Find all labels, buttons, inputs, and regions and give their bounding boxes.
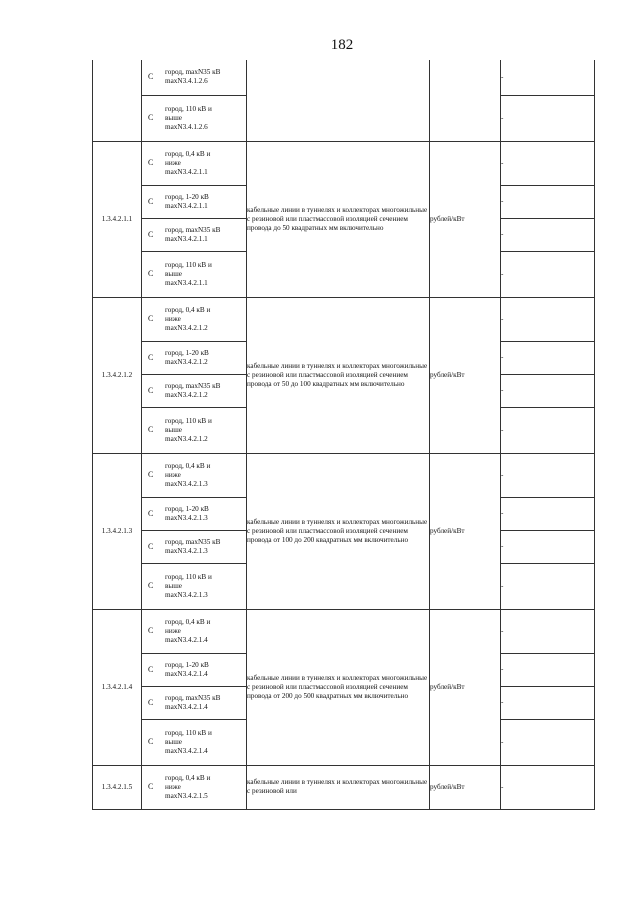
row-unit: [430, 60, 501, 141]
row-value: -: [501, 765, 595, 809]
row-code: 1.3.4.2.1.4: [93, 609, 142, 765]
voltage-group-cell: [142, 218, 247, 251]
table-row: [93, 609, 595, 653]
category-letter: С: [148, 352, 154, 362]
row-description: кабельные линии в туннелях и коллекторах многожильные с резиновой или: [247, 765, 430, 809]
category-letter: С: [148, 508, 154, 518]
row-value: -: [501, 563, 595, 609]
row-description: кабельные линии в туннелях и коллекторах многожильные с резиновой или пластмассовой изоляцией сечением провода от 50 до 100 квадратных мм включительно: [247, 297, 430, 453]
voltage-group-label: город, 110 кВ и выше maxN3.4.2.1.4: [165, 728, 212, 755]
voltage-group-cell: [142, 407, 247, 453]
voltage-group-label: город, 0,4 кВ и ниже maxN3.4.2.1.3: [165, 461, 211, 488]
category-letter: С: [148, 541, 154, 551]
row-unit: рублей/кВт: [430, 141, 501, 297]
row-value: -: [501, 719, 595, 765]
row-unit: рублей/кВт: [430, 765, 501, 809]
row-value: -: [501, 297, 595, 341]
row-value: -: [501, 185, 595, 218]
tariff-table: [92, 60, 595, 810]
voltage-group-label: город, 0,4 кВ и ниже maxN3.4.2.1.4: [165, 617, 211, 644]
row-value: -: [501, 407, 595, 453]
voltage-group-label: город, maxN35 кВ maxN3.4.2.1.2: [165, 381, 221, 399]
row-description: [247, 60, 430, 141]
voltage-group-label: город, maxN35 кВ maxN3.4.1.2.6: [165, 68, 221, 86]
category-letter: С: [148, 581, 154, 590]
category-letter: С: [148, 196, 154, 206]
voltage-group-label: город, 110 кВ и выше maxN3.4.2.1.1: [165, 260, 212, 287]
table-row: [93, 60, 595, 95]
row-value: -: [501, 686, 595, 719]
voltage-group-cell: [142, 341, 247, 374]
row-value: -: [501, 609, 595, 653]
voltage-group-label: город, 0,4 кВ и ниже maxN3.4.2.1.2: [165, 305, 211, 332]
category-letter: С: [148, 626, 154, 635]
row-unit: рублей/кВт: [430, 297, 501, 453]
voltage-group-cell: [142, 497, 247, 530]
category-letter: С: [148, 113, 154, 122]
category-letter: С: [148, 425, 154, 434]
voltage-group-label: город, 110 кВ и выше maxN3.4.1.2.6: [165, 104, 212, 131]
row-value: -: [501, 60, 595, 95]
voltage-group-cell: [142, 60, 247, 95]
category-letter: С: [148, 314, 154, 323]
voltage-group-label: город, 0,4 кВ и ниже maxN3.4.2.1.5: [165, 773, 211, 800]
row-code: 1.3.4.2.1.5: [93, 765, 142, 809]
voltage-group-label: город, maxN35 кВ maxN3.4.2.1.4: [165, 693, 221, 711]
voltage-group-label: город, 110 кВ и выше maxN3.4.2.1.2: [165, 416, 212, 443]
row-value: -: [501, 453, 595, 497]
voltage-group-label: город, maxN35 кВ maxN3.4.2.1.3: [165, 537, 221, 555]
voltage-group-label: город, 1-20 кВ maxN3.4.2.1.1: [165, 192, 209, 210]
row-code: 1.3.4.2.1.3: [93, 453, 142, 609]
table-row: [93, 297, 595, 341]
voltage-group-cell: [142, 719, 247, 765]
voltage-group-cell: [142, 251, 247, 297]
voltage-group-cell: [142, 374, 247, 407]
table-row: [93, 765, 595, 809]
voltage-group-label: город, maxN35 кВ maxN3.4.2.1.1: [165, 225, 221, 243]
voltage-group-cell: [142, 297, 247, 341]
voltage-group-label: город, 0,4 кВ и ниже maxN3.4.2.1.1: [165, 149, 211, 176]
row-code: 1.3.4.2.1.1: [93, 141, 142, 297]
row-value: -: [501, 653, 595, 686]
row-value: -: [501, 218, 595, 251]
voltage-group-cell: [142, 530, 247, 563]
voltage-group-cell: [142, 563, 247, 609]
row-value: -: [501, 497, 595, 530]
row-value: -: [501, 374, 595, 407]
row-code: 1.3.4.2.1.2: [93, 297, 142, 453]
category-letter: С: [148, 229, 154, 239]
category-letter: С: [148, 737, 154, 746]
row-description: кабельные линии в туннелях и коллекторах многожильные с резиновой или пластмассовой изоляцией сечением провода от 100 до 200 квадратных мм включительно: [247, 453, 430, 609]
voltage-group-cell: [142, 185, 247, 218]
voltage-group-label: город, 1-20 кВ maxN3.4.2.1.2: [165, 348, 209, 366]
table-row: [93, 141, 595, 185]
row-description: кабельные линии в туннелях и коллекторах многожильные с резиновой или пластмассовой изоляцией сечением провода от 200 до 500 квадратных мм включительно: [247, 609, 430, 765]
voltage-group-label: город, 110 кВ и выше maxN3.4.2.1.3: [165, 572, 212, 599]
category-letter: С: [148, 697, 154, 707]
category-letter: С: [148, 470, 154, 479]
row-value: -: [501, 95, 595, 141]
category-letter: С: [148, 158, 154, 167]
page-number: 182: [330, 37, 354, 53]
row-value: -: [501, 251, 595, 297]
voltage-group-cell: [142, 141, 247, 185]
row-value: -: [501, 341, 595, 374]
row-code: [93, 60, 142, 141]
category-letter: С: [148, 385, 154, 395]
row-value: -: [501, 141, 595, 185]
row-unit: рублей/кВт: [430, 453, 501, 609]
row-value: -: [501, 530, 595, 563]
voltage-group-cell: [142, 95, 247, 141]
category-letter: С: [148, 664, 154, 674]
row-description: кабельные линии в туннелях и коллекторах многожильные с резиновой или пластмассовой изоляцией сечением провода до 50 квадратных мм включительно: [247, 141, 430, 297]
voltage-group-cell: [142, 686, 247, 719]
voltage-group-cell: [142, 765, 247, 809]
voltage-group-cell: [142, 609, 247, 653]
voltage-group-label: город, 1-20 кВ maxN3.4.2.1.4: [165, 660, 209, 678]
table-row: [93, 453, 595, 497]
category-letter: С: [148, 269, 154, 278]
voltage-group-cell: [142, 653, 247, 686]
category-letter: С: [148, 72, 154, 82]
row-unit: рублей/кВт: [430, 609, 501, 765]
category-letter: С: [148, 782, 154, 791]
voltage-group-cell: [142, 453, 247, 497]
voltage-group-label: город, 1-20 кВ maxN3.4.2.1.3: [165, 504, 209, 522]
